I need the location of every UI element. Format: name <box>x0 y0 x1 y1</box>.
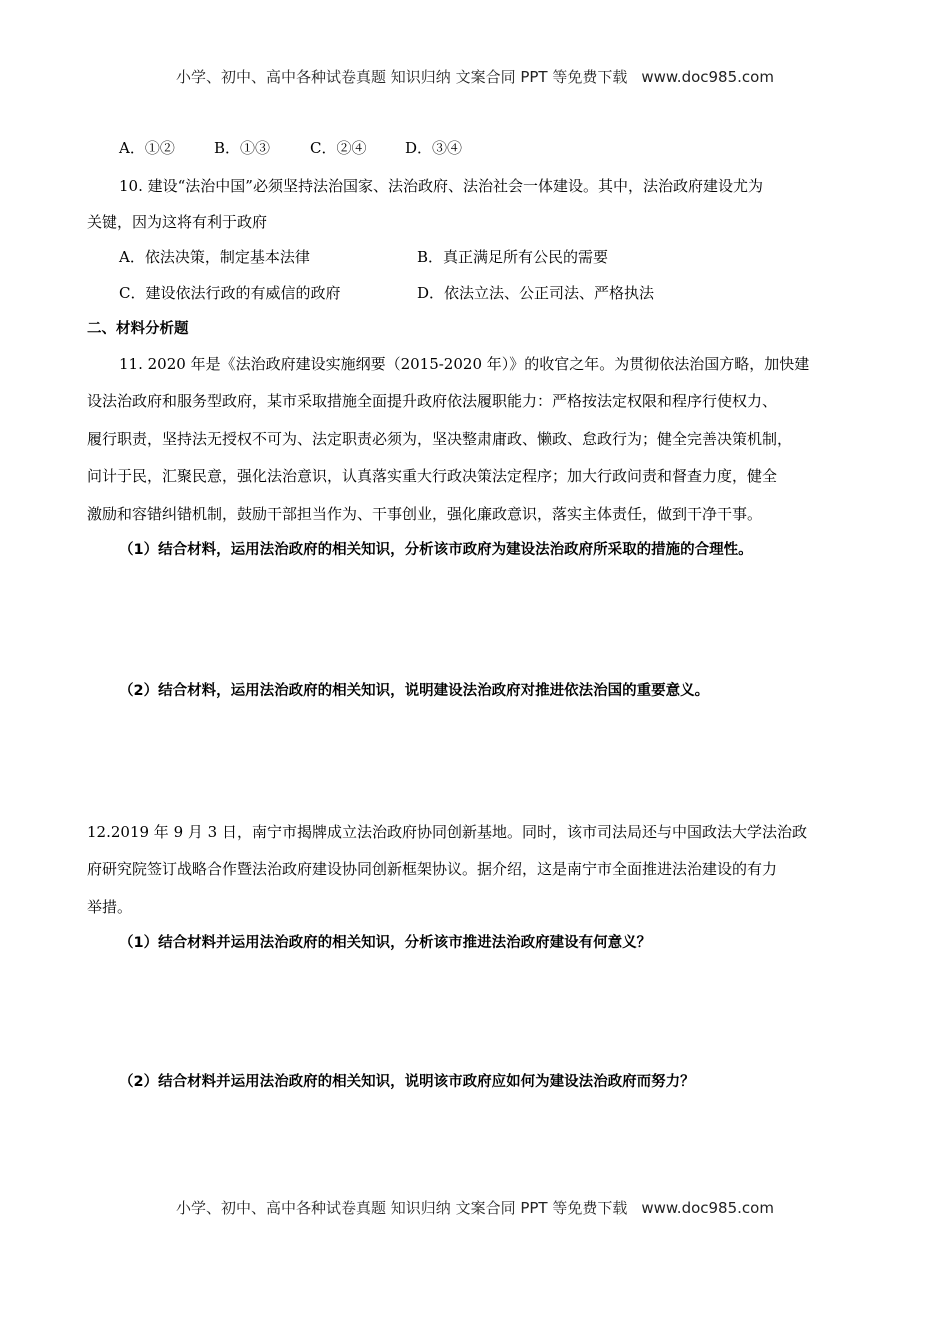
q10-option-c: C．建设依法行政的有威信的政府 <box>119 284 341 302</box>
q11-line: 问计于民，汇聚民意，强化法治意识，认真落实重大行政决策法定程序；加大行政问责和督查力度，健全 <box>87 467 778 485</box>
page-header <box>0 66 950 87</box>
q12-line: 举措。 <box>87 898 133 916</box>
q10-option-b: B．真正满足所有公民的需要 <box>417 248 609 266</box>
q10-stem-line2: 关键，因为这将有利于政府 <box>87 213 268 231</box>
q10-option-d: D．依法立法、公正司法、严格执法 <box>417 284 655 302</box>
q11-subquestion-2: （2）结合材料，运用法治政府的相关知识，说明建设法治政府对推进依法治国的重要意义。 <box>119 683 710 699</box>
q10-stem-line1: 10. 建设“法治中国”必须坚持法治国家、法治政府、法治社会一体建设。其中，法治政府建设尤为 <box>119 177 763 195</box>
q9-option-c: C．②④ <box>310 139 367 157</box>
q12-subquestion-2: （2）结合材料并运用法治政府的相关知识，说明该市政府应如何为建设法治政府而努力？ <box>119 1074 695 1090</box>
q11-line: 履行职责，坚持法无授权不可为、法定职责必须为，坚决整肃庸政、懒政、怠政行为；健全完善决策机制， <box>87 430 793 448</box>
q12-subquestion-1: （1）结合材料并运用法治政府的相关知识，分析该市推进法治政府建设有何意义？ <box>119 935 652 951</box>
footer-url-link[interactable]: www.doc985.com <box>641 1199 774 1217</box>
header-text: 小学、初中、高中各种试卷真题 知识归纳 文案合同 PPT 等免费下载 <box>176 68 628 86</box>
q11-line: 11. 2020 年是《法治政府建设实施纲要（2015-2020 年）》的收官之年。为贯彻依法治国方略，加快建 <box>119 355 810 373</box>
q10-option-a: A．依法决策，制定基本法律 <box>119 248 310 266</box>
q9-option-d: D．③④ <box>405 139 463 157</box>
header-url-link[interactable]: www.doc985.com <box>641 68 774 86</box>
q12-line: 府研究院签订战略合作暨法治政府建设协同创新框架协议。据介绍，这是南宁市全面推进法治建设的有力 <box>87 860 778 878</box>
q12-line: 12.2019 年 9 月 3 日，南宁市揭牌成立法治政府协同创新基地。同时，该市司法局还与中国政法大学法治政 <box>87 823 807 841</box>
q11-line: 设法治政府和服务型政府，某市采取措施全面提升政府依法履职能力：严格按法定权限和程序行使权力、 <box>87 392 778 410</box>
q9-option-b: B．①③ <box>214 139 271 157</box>
q11-subquestion-1: （1）结合材料，运用法治政府的相关知识，分析该市政府为建设法治政府所采取的措施的合理性。 <box>119 542 753 558</box>
q11-line: 激励和容错纠错机制，鼓励干部担当作为、干事创业，强化廉政意识，落实主体责任，做到干净干事。 <box>87 505 763 523</box>
footer-text: 小学、初中、高中各种试卷真题 知识归纳 文案合同 PPT 等免费下载 <box>176 1199 628 1217</box>
page-footer <box>0 1197 950 1218</box>
section-title: 二、材料分析题 <box>87 321 189 337</box>
q9-option-a: A．①② <box>119 139 175 157</box>
